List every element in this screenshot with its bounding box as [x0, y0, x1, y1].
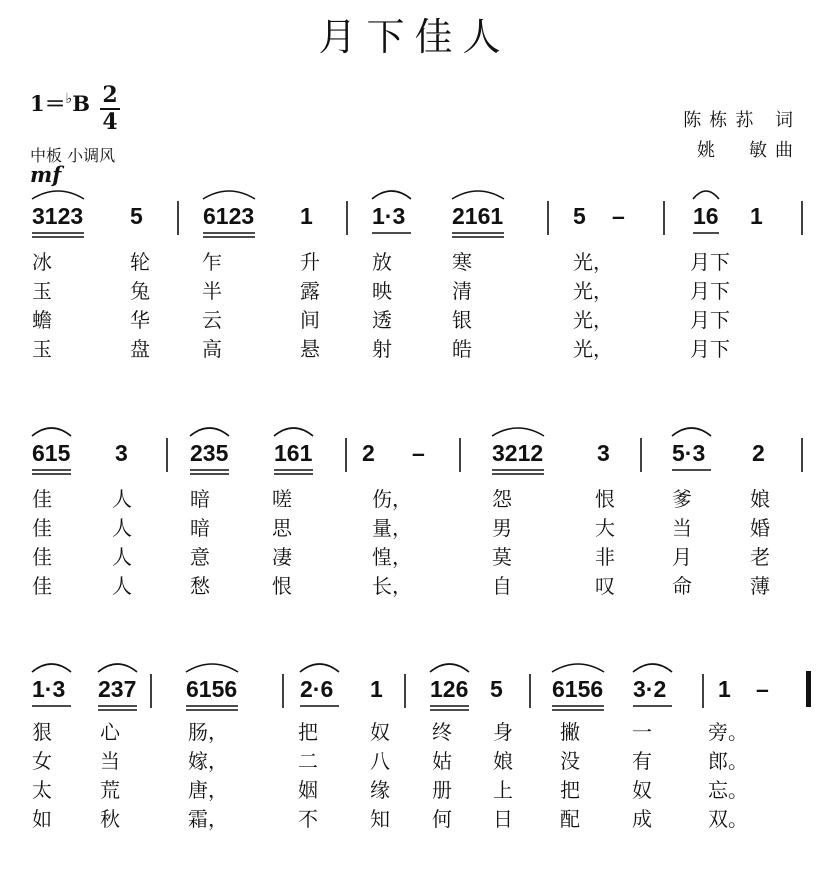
system1-lyric-verse-1: 月下 — [690, 250, 730, 274]
system2-note-group: 2 — [362, 440, 375, 466]
system1-lyric-verse-4: 皓 — [452, 337, 472, 361]
system3-note-group: – — [756, 676, 769, 702]
system1-lyric-verse-2: 光， — [573, 279, 613, 303]
system2-note-group: 5·3 — [672, 440, 706, 466]
dynamic-marking: mf — [30, 162, 62, 187]
system1-lyric-verse-3: 光， — [573, 308, 613, 332]
system3-note-group: 1 — [718, 676, 731, 702]
system1-note-group: 1 — [750, 203, 763, 229]
system1-lyric-verse-3: 华 — [130, 308, 150, 332]
system1-lyric-verse-4: 月下 — [690, 337, 730, 361]
system3-lyric-verse-1: 肠， — [188, 720, 228, 744]
system1-lyric-verse-3: 月下 — [690, 308, 730, 332]
system2-lyric-verse-2: 量， — [372, 516, 412, 540]
system3-lyric-verse-4: 知 — [370, 807, 390, 831]
system1-lyric-verse-3: 透 — [372, 308, 392, 332]
system1-lyric-verse-2: 清 — [452, 279, 472, 303]
slur-arc — [633, 664, 672, 672]
song-title: 月下佳人 — [318, 15, 511, 59]
system2-note-group: – — [412, 440, 425, 466]
system3-lyric-verse-3: 册 — [432, 778, 452, 802]
slur-arc — [492, 428, 544, 436]
system3-lyric-verse-4: 双。 — [708, 807, 748, 831]
system3-note-group: 126 — [430, 676, 469, 702]
system3-lyric-verse-1: 把 — [298, 720, 318, 744]
system3-lyric-verse-4: 秋 — [100, 807, 120, 831]
system1-note-group: 5 — [573, 203, 586, 229]
system1-note-group: 1 — [300, 203, 313, 229]
system1-lyric-verse-4: 玉 — [32, 337, 52, 361]
system1-lyric-verse-1: 放 — [372, 250, 392, 274]
system1-note-group: 3123 — [32, 203, 84, 229]
system1-note-group: 6123 — [203, 203, 255, 229]
time-signature-top: 2 — [102, 82, 118, 108]
flat-symbol: ♭ — [65, 91, 73, 107]
system1-lyric-verse-4: 悬 — [300, 337, 320, 361]
system1-lyric-verse-4: 盘 — [130, 337, 150, 361]
system1-note-group: 16 — [693, 203, 719, 229]
system2-note-group: 161 — [274, 440, 313, 466]
system3-lyric-verse-1: 狠 — [32, 720, 52, 744]
system2-lyric-verse-2: 男 — [492, 516, 512, 540]
system3-note-group: 5 — [490, 676, 503, 702]
system1-lyric-verse-2: 兔 — [130, 279, 150, 303]
system2-lyric-verse-3: 凄 — [272, 545, 292, 569]
system2-lyric-verse-1: 恨 — [595, 487, 615, 511]
system1-note-group: 1·3 — [372, 203, 406, 229]
system2-lyric-verse-1: 嗟 — [272, 487, 292, 511]
system3-lyric-verse-3: 荒 — [100, 778, 120, 802]
system3-note-group: 3·2 — [633, 676, 667, 702]
system3-note-group: 6156 — [186, 676, 238, 702]
system2-note-group: 3212 — [492, 440, 544, 466]
system1-lyric-verse-2: 半 — [202, 279, 222, 303]
system3-lyric-verse-2: 女 — [32, 749, 52, 773]
system3-lyric-verse-2: 郎。 — [708, 749, 748, 773]
system1-lyric-verse-1: 光， — [573, 250, 613, 274]
system3-note-group: 6156 — [552, 676, 604, 702]
system3-lyric-verse-1: 身 — [493, 720, 513, 744]
system2-lyric-verse-1: 暗 — [190, 487, 210, 511]
system3-lyric-verse-3: 缘 — [370, 778, 390, 802]
system1-lyric-verse-4: 射 — [372, 337, 392, 361]
system1-lyric-verse-2: 映 — [372, 279, 392, 303]
system2-lyric-verse-3: 惶， — [372, 545, 412, 569]
system3-lyric-verse-4: 配 — [560, 807, 580, 831]
system2-lyric-verse-3: 莫 — [492, 545, 512, 569]
system1-lyric-verse-2: 月下 — [690, 279, 730, 303]
system2-lyric-verse-4: 恨 — [272, 574, 292, 598]
system2-lyric-verse-2: 婚 — [750, 516, 770, 540]
system2-lyric-verse-3: 佳 — [32, 545, 52, 569]
system3-lyric-verse-2: 嫁， — [188, 749, 228, 773]
slur-arc — [32, 664, 71, 672]
system3-lyric-verse-2: 娘 — [493, 749, 513, 773]
slur-arc — [32, 428, 71, 436]
system2-lyric-verse-2: 思 — [272, 516, 292, 540]
system3-lyric-verse-4: 如 — [32, 807, 52, 831]
system2-note-group: 235 — [190, 440, 229, 466]
slur-arc — [32, 191, 84, 199]
slur-arc — [552, 664, 604, 672]
system3-lyric-verse-1: 撇 — [560, 720, 580, 744]
system3-lyric-verse-4: 不 — [298, 807, 318, 831]
system3-lyric-verse-2: 姑 — [432, 749, 452, 773]
slur-arc — [452, 191, 504, 199]
system1-note-group: 5 — [130, 203, 143, 229]
system3-lyric-verse-3: 把 — [560, 778, 580, 802]
system3-lyric-verse-2: 二 — [298, 749, 318, 773]
system2-note-group: 2 — [752, 440, 765, 466]
system2-lyric-verse-3: 意 — [190, 545, 210, 569]
system3-lyric-verse-4: 日 — [493, 807, 513, 831]
slur-arc — [203, 191, 255, 199]
system2-lyric-verse-1: 人 — [112, 487, 132, 511]
system2-lyric-verse-1: 佳 — [32, 487, 52, 511]
slur-arc — [186, 664, 238, 672]
system3-lyric-verse-3: 忘。 — [708, 778, 748, 802]
time-signature-bottom: 4 — [102, 109, 118, 135]
system2-lyric-verse-1: 伤， — [372, 487, 412, 511]
system3-lyric-verse-4: 何 — [432, 807, 452, 831]
system3-lyric-verse-1: 心 — [100, 720, 120, 744]
system3-lyric-verse-1: 终 — [432, 720, 452, 744]
system1-lyric-verse-1: 升 — [300, 250, 320, 274]
slur-arc — [300, 664, 339, 672]
lyricist-credit: 陈栋荪 词 — [683, 110, 801, 131]
system2-lyric-verse-3: 老 — [750, 545, 770, 569]
system2-note-group: 615 — [32, 440, 71, 466]
system1-lyric-verse-3: 银 — [452, 308, 472, 332]
system1-lyric-verse-1: 寒 — [452, 250, 472, 274]
system2-lyric-verse-2: 佳 — [32, 516, 52, 540]
system3-lyric-verse-2: 没 — [560, 749, 580, 773]
system2-lyric-verse-2: 大 — [595, 516, 615, 540]
slur-arc — [693, 191, 719, 199]
system3-lyric-verse-2: 有 — [632, 749, 652, 773]
system1-lyric-verse-1: 乍 — [202, 250, 222, 274]
system2-lyric-verse-2: 人 — [112, 516, 132, 540]
system2-lyric-verse-3: 月 — [672, 545, 692, 569]
system3-lyric-verse-1: 旁。 — [708, 720, 748, 744]
system1-lyric-verse-3: 蟾 — [32, 308, 52, 332]
composer-credit: 姚 敏曲 — [697, 140, 801, 161]
system3-lyric-verse-3: 姻 — [298, 778, 318, 802]
system3-note-group: 1 — [370, 676, 383, 702]
system3-note-group: 237 — [98, 676, 137, 702]
system3-lyric-verse-1: 奴 — [370, 720, 390, 744]
system2-note-group: 3 — [597, 440, 610, 466]
system2-lyric-verse-4: 命 — [672, 574, 692, 598]
system2-lyric-verse-4: 自 — [492, 574, 512, 598]
system3-lyric-verse-2: 当 — [100, 749, 120, 773]
slur-arc — [274, 428, 313, 436]
system2-lyric-verse-1: 怨 — [492, 487, 512, 511]
system2-lyric-verse-2: 当 — [672, 516, 692, 540]
system2-note-group: 3 — [115, 440, 128, 466]
system1-note-group: 2161 — [452, 203, 504, 229]
system2-lyric-verse-4: 人 — [112, 574, 132, 598]
system2-lyric-verse-3: 非 — [595, 545, 615, 569]
system1-lyric-verse-4: 光， — [573, 337, 613, 361]
system1-lyric-verse-3: 云 — [202, 308, 222, 332]
slur-arc — [672, 428, 711, 436]
system3-note-group: 2·6 — [300, 676, 334, 702]
system3-lyric-verse-1: 一 — [632, 720, 652, 744]
system1-lyric-verse-2: 玉 — [32, 279, 52, 303]
system3-lyric-verse-3: 上 — [493, 778, 513, 802]
system3-lyric-verse-4: 霜， — [188, 807, 228, 831]
slur-arc — [98, 664, 137, 672]
slur-arc — [430, 664, 469, 672]
system2-lyric-verse-1: 爹 — [672, 487, 692, 511]
tempo-marking: 中板 小调风 — [30, 146, 116, 165]
system2-lyric-verse-4: 叹 — [595, 574, 615, 598]
system1-lyric-verse-4: 高 — [202, 337, 222, 361]
slur-arc — [372, 191, 411, 199]
system2-lyric-verse-4: 长， — [372, 574, 412, 598]
system1-lyric-verse-3: 间 — [300, 308, 320, 332]
system2-lyric-verse-4: 薄 — [750, 574, 770, 598]
system2-lyric-verse-4: 佳 — [32, 574, 52, 598]
system3-lyric-verse-3: 唐， — [188, 778, 228, 802]
system3-lyric-verse-2: 八 — [370, 749, 390, 773]
system1-lyric-verse-2: 露 — [300, 279, 320, 303]
system3-lyric-verse-3: 奴 — [632, 778, 652, 802]
system3-note-group: 1·3 — [32, 676, 66, 702]
final-barline — [806, 671, 811, 707]
system2-lyric-verse-1: 娘 — [750, 487, 770, 511]
key-tonic: B — [72, 91, 90, 116]
system3-lyric-verse-3: 太 — [32, 778, 52, 802]
system1-lyric-verse-1: 轮 — [130, 250, 150, 274]
system2-lyric-verse-4: 愁 — [190, 574, 210, 598]
system2-lyric-verse-2: 暗 — [190, 516, 210, 540]
system1-note-group: – — [612, 203, 625, 229]
system1-lyric-verse-1: 冰 — [32, 250, 52, 274]
system2-lyric-verse-3: 人 — [112, 545, 132, 569]
slur-arc — [190, 428, 229, 436]
system3-lyric-verse-4: 成 — [632, 807, 652, 831]
key-label: 1＝ — [30, 91, 66, 116]
